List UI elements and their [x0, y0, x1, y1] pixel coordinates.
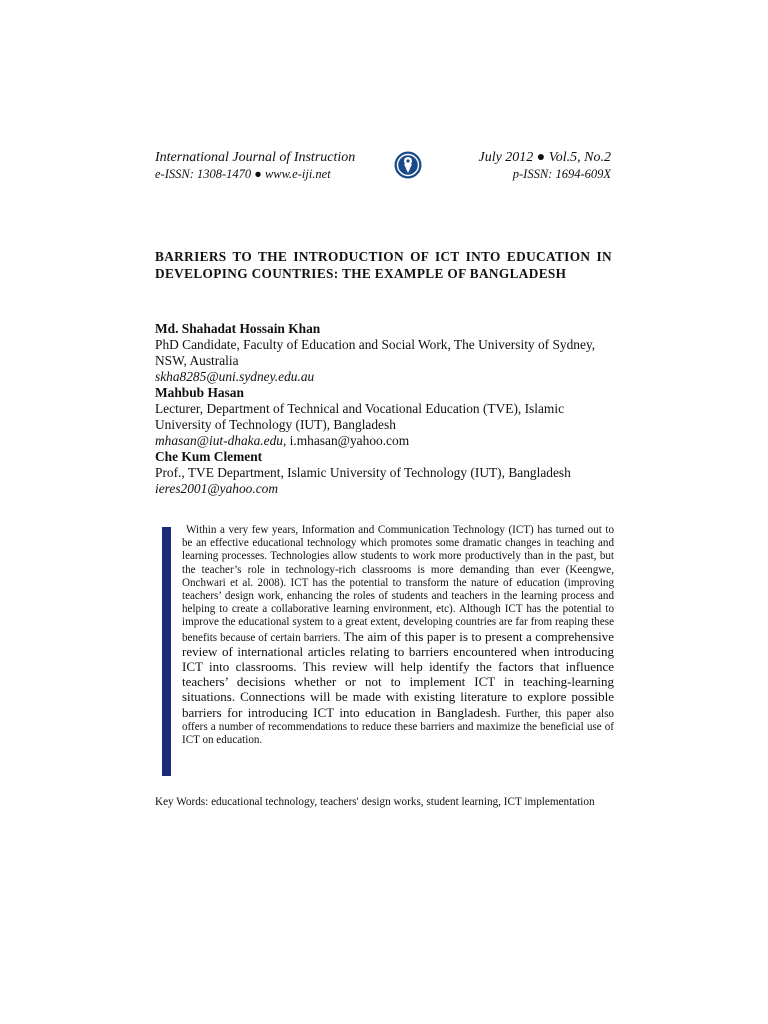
abstract-accent-bar — [162, 527, 171, 776]
author-affiliation: PhD Candidate, Faculty of Education and Social Work, The University of Sydney, NSW, Australia — [155, 337, 596, 368]
journal-logo-icon — [393, 150, 423, 180]
author-email: skha8285@uni.sydney.edu.au — [155, 369, 315, 384]
header-left — [155, 150, 355, 182]
author-1 — [155, 321, 615, 385]
journal-header — [155, 150, 611, 184]
author-email: ieres2001@yahoo.com — [155, 481, 279, 496]
author-block — [155, 321, 615, 497]
author-affiliation: Lecturer, Department of Technical and Vocational Education (TVE), Islamic University of Technology (IUT), Bangladesh — [155, 401, 565, 432]
eissn-line: e-ISSN: 1308-1470 ● www.e-iji.net — [155, 167, 331, 181]
author-name: Md. Shahadat Hossain Khan — [155, 321, 321, 336]
author-3 — [155, 449, 615, 497]
author-name: Mahbub Hasan — [155, 385, 244, 400]
author-affiliation: Prof., TVE Department, Islamic University of Technology (IUT), Bangladesh — [155, 465, 571, 480]
journal-name: International Journal of Instruction — [155, 150, 356, 165]
abstract — [182, 524, 614, 747]
author-name: Che Kum Clement — [155, 449, 263, 464]
paper-title: BARRIERS TO THE INTRODUCTION OF ICT INTO EDUCATION IN DEVELOPING COUNTRIES: THE EXAMPLE OF BANGLADESH — [155, 249, 612, 281]
author-2 — [155, 385, 615, 449]
header-right — [478, 150, 611, 182]
pissn-line: p-ISSN: 1694-609X — [512, 167, 611, 181]
author-email-secondary: , i.mhasan@yahoo.com — [282, 433, 410, 448]
keywords: Key Words: educational technology, teachers' design works, student learning, ICT implementation — [155, 796, 595, 808]
issue-line: July 2012 ● Vol.5, No.2 — [478, 150, 611, 165]
abstract-part-3: Further, this paper also offers a number of recommendations to reduce these barriers and maximize the beneficial use of ICT on education. — [182, 707, 614, 747]
author-email: mhasan@iut-dhaka.edu — [155, 433, 283, 448]
abstract-part-2: The aim of this paper is to present a comprehensive review of international articles relating to barriers encountered when introducing ICT into classrooms. This review will help identify the factors that influence teachers’ decisions whether or not to implement ICT in teaching-learning situations. Connections will be made with existing literature to explore possible barriers for introducing ICT into education in Bangladesh. — [182, 628, 614, 720]
abstract-part-1: Within a very few years, Information and Communication Technology (ICT) has turned out to be an effective educational technology which promotes some dramatic changes in teaching and learning processes. Technologies allow students to work more productively than in the past, but the teacher’s role in technology-rich classrooms is more demanding than ever (Keengwe, Onchwari et al. 2008). ICT has the potential to transform the nature of education (improving teachers’ design work, enhancing the roles of students and teachers in the learning process and helping to create a collaborative learning environment, etc). Although ICT has the potential to improve the educational system to a great extent, developing countries are far from reaping these benefits because of certain barriers. — [182, 524, 614, 644]
